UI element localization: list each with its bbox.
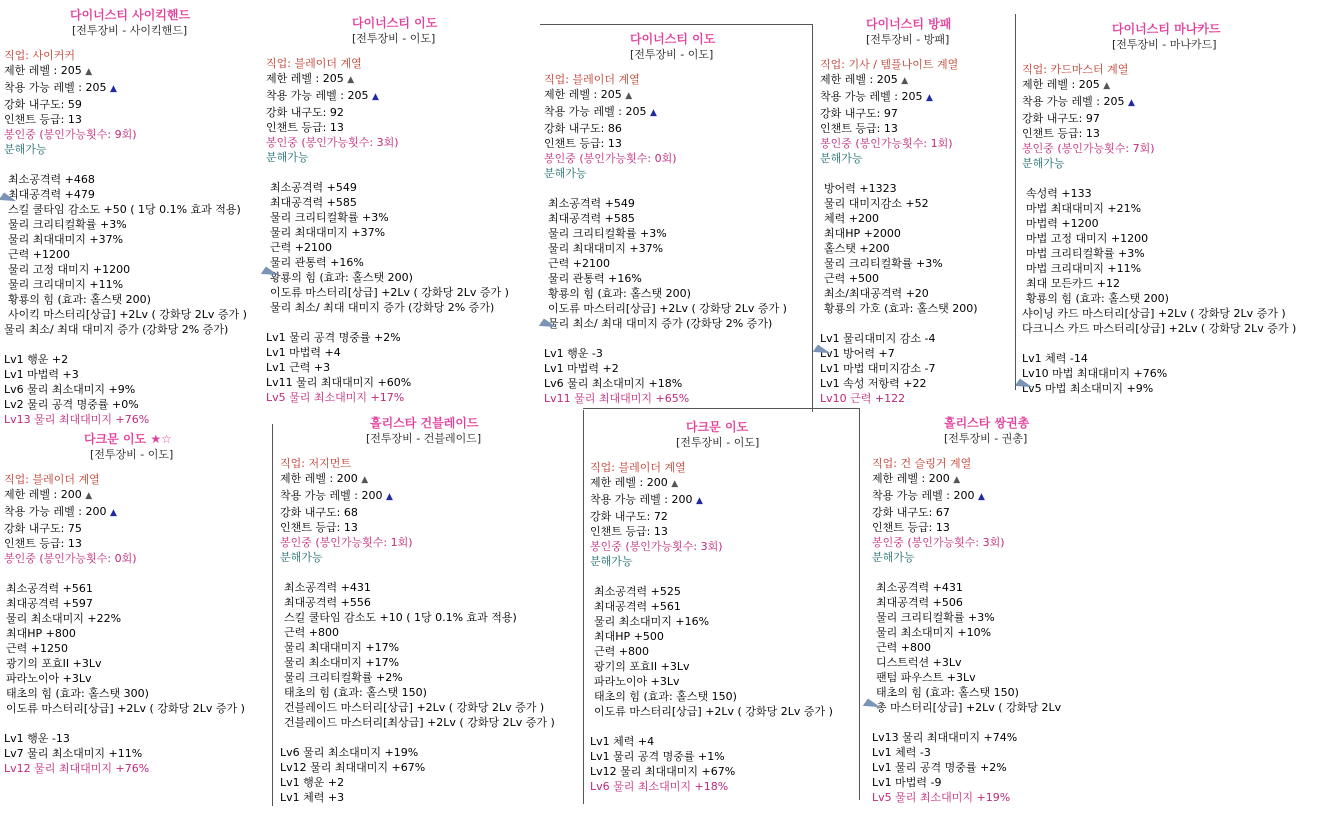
item-wear-level: 착용 가능 레벨 : 205 (4, 81, 107, 94)
item-seal: 봉인중 (봉인가능횟수: 1회) (820, 137, 953, 150)
stat-line: 샤이닝 카드 마스터리[상급] +2Lv ( 강화당 2Lv 증가 ) (1022, 307, 1286, 320)
window-edge (1015, 14, 1016, 390)
item-tooltip-dynasty-manacard (1022, 22, 1340, 396)
item-req-level-row (266, 71, 536, 88)
triangle-up-icon: ▲ (649, 108, 657, 118)
option-line: Lv5 물리 최소대미지 +19% (872, 791, 1011, 804)
item-wear-level-row (266, 88, 536, 105)
stat-line: 최대공격력 +585 (548, 212, 635, 225)
stat-line: 물리 크리티컬확률 +3% (8, 218, 127, 231)
stat-line: 속성력 +133 (1026, 187, 1092, 200)
option-line: Lv12 물리 최대대미지 +76% (4, 762, 150, 775)
window-edge (583, 408, 859, 409)
window-edge (583, 410, 584, 804)
item-tooltip-dynasty-shield (820, 17, 1016, 406)
item-title: 다크문 이도 (686, 420, 749, 434)
stat-line: 이도류 마스터리[상급] +2Lv ( 강화당 2Lv 증가 ) (6, 702, 245, 715)
item-req-level: 제한 레벨 : 200 (280, 472, 358, 485)
option-line: Lv10 마법 최대대미지 +76% (1022, 367, 1168, 380)
triangle-up-icon: ▲ (671, 479, 679, 489)
stat-line: 태초의 힘 (효과: 홀스탯 150) (594, 690, 737, 703)
item-enchant: 인챈트 등급: 13 (4, 537, 82, 550)
stat-line: 물리 최소/ 최대 대미지 증가 (강화당 2% 증가) (270, 301, 495, 314)
stat-line: 체력 +200 (824, 212, 879, 225)
item-subtitle: [전투장비 - 이도] (676, 436, 760, 449)
option-line: Lv1 마법력 +3 (4, 368, 79, 381)
item-durability: 강화 내구도: 75 (4, 522, 82, 535)
item-disassemble: 분해가능 (820, 152, 863, 165)
option-line: Lv10 근력 +122 (820, 392, 906, 405)
stat-line: 최대공격력 +556 (284, 596, 371, 609)
stat-line: 태초의 힘 (효과: 홀스탯 150) (284, 686, 427, 699)
item-req-level: 제한 레벨 : 205 (544, 88, 622, 101)
triangle-up-icon: ▲ (361, 475, 369, 485)
item-durability: 강화 내구도: 59 (4, 98, 82, 111)
window-edge (859, 408, 860, 800)
item-job: 직업: 카드마스터 계열 (1022, 63, 1129, 76)
stat-line: 홀스탯 +200 (824, 242, 890, 255)
item-req-level-row (544, 87, 814, 104)
item-tooltip-holystar-pistols (872, 416, 1172, 805)
item-enchant: 인챈트 등급: 13 (872, 521, 950, 534)
stat-line: 마법 최대대미지 +21% (1026, 202, 1142, 215)
triangle-up-icon: ▲ (953, 475, 961, 485)
stat-line: 물리 최소대미지 +16% (594, 615, 710, 628)
item-disassemble: 분해가능 (544, 167, 587, 180)
option-line: Lv1 물리대미지 감소 -4 (820, 332, 936, 345)
stat-line: 마법력 +1200 (1026, 217, 1099, 230)
item-wear-level-row (544, 104, 814, 121)
item-job: 직업: 저지먼트 (280, 457, 351, 470)
item-seal: 봉인중 (봉인가능횟수: 7회) (1022, 142, 1155, 155)
option-line: Lv7 물리 최소대미지 +11% (4, 747, 143, 760)
item-wear-level: 착용 가능 레벨 : 205 (1022, 95, 1125, 108)
stat-line: 물리 최대대미지 +17% (284, 641, 400, 654)
option-line: Lv1 행운 -3 (544, 347, 603, 360)
option-line: Lv1 체력 -14 (1022, 352, 1088, 365)
triangle-up-icon: ▲ (109, 84, 117, 94)
stat-line: 마법 크리대미지 +11% (1026, 262, 1142, 275)
item-req-level-row (820, 72, 1016, 89)
window-edge (540, 24, 812, 25)
item-tooltip-darkmoon-ido-star (4, 432, 274, 776)
stat-line: 최소/최대공격력 +20 (824, 287, 929, 300)
item-wear-level-row (4, 504, 274, 521)
item-enchant: 인챈트 등급: 13 (280, 521, 358, 534)
item-subtitle: [전투장비 - 이도] (352, 32, 436, 45)
triangle-up-icon: ▲ (1103, 81, 1111, 91)
stat-line: 이도류 마스터리[상급] +2Lv ( 강화당 2Lv 증가 ) (594, 705, 833, 718)
stat-line: 근력 +800 (594, 645, 649, 658)
option-line: Lv11 물리 최대대미지 +65% (544, 392, 690, 405)
item-req-level-row (4, 487, 274, 504)
option-line: Lv1 마법 대미지감소 -7 (820, 362, 936, 375)
item-job: 직업: 블레이더 계열 (266, 57, 362, 70)
stat-line: 물리 최소대미지 +17% (284, 656, 400, 669)
item-subtitle: [전투장비 - 건블레이드] (366, 432, 482, 445)
stat-line: 물리 최대대미지 +37% (548, 242, 664, 255)
stat-line: 물리 크리티컬확률 +3% (824, 257, 943, 270)
item-subtitle: [전투장비 - 방패] (866, 33, 950, 46)
triangle-up-icon: ▲ (925, 93, 933, 103)
stat-line: 디스트럭션 +3Lv (876, 656, 962, 669)
triangle-up-icon: ▲ (85, 67, 93, 77)
item-tooltip-darkmoon-ido (590, 420, 860, 794)
item-enchant: 인챈트 등급: 13 (4, 113, 82, 126)
stat-line: 최대 모든카드 +12 (1026, 277, 1120, 290)
option-line: Lv1 체력 +3 (280, 791, 345, 804)
stat-line: 물리 크리티컬확률 +3% (876, 611, 995, 624)
stat-line: 물리 고정 대미지 +1200 (8, 263, 131, 276)
option-line: Lv6 물리 최소대미지 +18% (544, 377, 683, 390)
item-title: 다크문 이도 ★☆ (84, 432, 172, 446)
stat-line: 물리 크리대미지 +11% (8, 278, 124, 291)
item-title: 다이너스티 이도 (630, 32, 716, 46)
item-wear-level-row (872, 488, 1172, 505)
stat-line: 마법 고정 대미지 +1200 (1026, 232, 1149, 245)
stat-line: 건블레이드 마스터리[상급] +2Lv ( 강화당 2Lv 증가 ) (284, 701, 545, 714)
item-enchant: 인챈트 등급: 13 (266, 121, 344, 134)
stat-line: 물리 관통력 +16% (270, 256, 364, 269)
item-req-level-row (280, 471, 580, 488)
stat-line: 방어력 +1323 (824, 182, 897, 195)
triangle-up-icon: ▲ (695, 496, 703, 506)
option-line: Lv1 속성 저항력 +22 (820, 377, 927, 390)
item-subtitle: [전투장비 - 이도] (90, 448, 174, 461)
stat-line: 최대공격력 +597 (6, 597, 93, 610)
item-subtitle: [전투장비 - 권총] (944, 432, 1028, 445)
stat-line: 물리 최대대미지 +37% (8, 233, 124, 246)
option-line: Lv5 마법 최소대미지 +9% (1022, 382, 1154, 395)
item-disassemble: 분해가능 (4, 143, 47, 156)
option-line: Lv6 물리 최소대미지 +18% (590, 780, 729, 793)
stat-line: 근력 +800 (876, 641, 931, 654)
stat-line: 최대공격력 +585 (270, 196, 357, 209)
item-seal: 봉인중 (봉인가능횟수: 1회) (280, 536, 413, 549)
item-durability: 강화 내구도: 97 (820, 107, 898, 120)
option-line: Lv1 마법력 -9 (872, 776, 942, 789)
stat-line: 물리 크리티컬확률 +2% (284, 671, 403, 684)
item-enchant: 인챈트 등급: 13 (1022, 127, 1100, 140)
window-edge (812, 24, 813, 412)
item-title: 홀리스타 쌍권총 (944, 416, 1030, 430)
item-disassemble: 분해가능 (872, 551, 915, 564)
item-seal: 봉인중 (봉인가능횟수: 3회) (266, 136, 399, 149)
item-tooltip-holystar-gunblade (280, 416, 580, 805)
item-tooltip-dynasty-ido-2 (544, 32, 814, 406)
option-line: Lv12 물리 최대대미지 +67% (590, 765, 736, 778)
stat-line: 최소공격력 +468 (8, 173, 95, 186)
option-line: Lv13 물리 최대대미지 +74% (872, 731, 1018, 744)
stat-line: 태초의 힘 (효과: 홀스탯 300) (6, 687, 149, 700)
item-wear-level: 착용 가능 레벨 : 200 (590, 493, 693, 506)
item-wear-level-row (280, 488, 580, 505)
item-disassemble: 분해가능 (280, 551, 323, 564)
stat-line: 근력 +2100 (270, 241, 332, 254)
stat-line: 황룡의 가호 (효과: 홀스탯 200) (824, 302, 978, 315)
item-wear-level-row (590, 492, 860, 509)
stat-line: 황룡의 힘 (효과: 홀스탯 200) (548, 287, 691, 300)
triangle-up-icon: ▲ (901, 76, 909, 86)
item-req-level: 제한 레벨 : 205 (266, 72, 344, 85)
item-wear-level-row (820, 89, 1016, 106)
option-line: Lv13 물리 최대대미지 +76% (4, 413, 150, 426)
stat-line: 물리 최소/ 최대 대미지 증가 (강화당 2% 증가) (4, 323, 229, 336)
stat-line: 광기의 포효II +3Lv (594, 660, 690, 673)
stat-line: 근력 +1250 (6, 642, 68, 655)
item-disassemble: 분해가능 (590, 555, 633, 568)
item-wear-level: 착용 가능 레벨 : 205 (544, 105, 647, 118)
stat-line: 팬텀 파우스트 +3Lv (876, 671, 976, 684)
item-durability: 강화 내구도: 92 (266, 106, 344, 119)
option-line: Lv1 체력 -3 (872, 746, 931, 759)
option-line: Lv1 체력 +4 (590, 735, 655, 748)
stat-line: 파라노이아 +3Lv (594, 675, 680, 688)
item-req-level: 제한 레벨 : 205 (820, 73, 898, 86)
item-job: 직업: 사이커커 (4, 49, 75, 62)
option-line: Lv1 물리 공격 명중률 +2% (872, 761, 1007, 774)
item-subtitle: [전투장비 - 이도] (630, 48, 714, 61)
stat-line: 최소공격력 +549 (270, 181, 357, 194)
stat-line: 근력 +800 (284, 626, 339, 639)
stat-line: 광기의 포효II +3Lv (6, 657, 102, 670)
item-seal: 봉인중 (봉인가능횟수: 0회) (4, 552, 137, 565)
stat-line: 마법 크리티컬확률 +3% (1026, 247, 1145, 260)
item-disassemble: 분해가능 (266, 151, 309, 164)
item-seal: 봉인중 (봉인가능횟수: 3회) (872, 536, 1005, 549)
item-durability: 강화 내구도: 97 (1022, 112, 1100, 125)
item-durability: 강화 내구도: 72 (590, 510, 668, 523)
window-edge (272, 424, 273, 806)
item-req-level: 제한 레벨 : 205 (4, 64, 82, 77)
stat-line: 최소공격력 +525 (594, 585, 681, 598)
option-line: Lv11 물리 최대대미지 +60% (266, 376, 412, 389)
option-line: Lv1 마법력 +4 (266, 346, 341, 359)
item-title: 다이너스티 사이킥핸드 (70, 8, 191, 22)
option-line: Lv5 물리 최소대미지 +17% (266, 391, 405, 404)
item-title: 다이너스티 이도 (352, 16, 438, 30)
item-durability: 강화 내구도: 67 (872, 506, 950, 519)
stat-line: 물리 관통력 +16% (548, 272, 642, 285)
stat-line: 최소공격력 +561 (6, 582, 93, 595)
item-req-level: 제한 레벨 : 200 (4, 488, 82, 501)
item-wear-level: 착용 가능 레벨 : 200 (872, 489, 975, 502)
item-req-level: 제한 레벨 : 200 (872, 472, 950, 485)
triangle-up-icon: ▲ (1127, 98, 1135, 108)
item-wear-level-row (4, 80, 274, 97)
item-title: 다이너스티 마나카드 (1112, 22, 1221, 36)
option-line: Lv1 행운 -13 (4, 732, 70, 745)
triangle-up-icon: ▲ (109, 508, 117, 518)
stat-line: 최소공격력 +549 (548, 197, 635, 210)
stat-line: 최소공격력 +431 (876, 581, 963, 594)
item-seal: 봉인중 (봉인가능횟수: 0회) (544, 152, 677, 165)
item-tooltip-psychic-hand (4, 8, 274, 427)
stat-line: 근력 +2100 (548, 257, 610, 270)
stat-line: 물리 크리티컬확률 +3% (548, 227, 667, 240)
item-title: 다이너스티 방패 (866, 17, 952, 31)
item-job: 직업: 건 슬링거 계열 (872, 457, 972, 470)
option-line: Lv1 근력 +3 (266, 361, 331, 374)
option-line: Lv1 행운 +2 (280, 776, 345, 789)
stat-line: 건블레이드 마스터리[최상급] +2Lv ( 강화당 2Lv 증가 ) (284, 716, 555, 729)
stat-line: 황룡의 힘 (효과: 홀스탯 200) (270, 271, 413, 284)
stat-line: 물리 크리티컬확률 +3% (270, 211, 389, 224)
option-line: Lv6 물리 최소대미지 +19% (280, 746, 419, 759)
item-job: 직업: 블레이더 계열 (4, 473, 100, 486)
stat-line: 최대HP +800 (6, 627, 76, 640)
triangle-up-icon: ▲ (371, 92, 379, 102)
item-enchant: 인챈트 등급: 13 (820, 122, 898, 135)
item-req-level-row (1022, 77, 1340, 94)
stat-line: 최소공격력 +431 (284, 581, 371, 594)
stat-line: 최대HP +500 (594, 630, 664, 643)
item-job: 직업: 블레이더 계열 (544, 73, 640, 86)
option-line: Lv1 마법력 +2 (544, 362, 619, 375)
stat-line: 태초의 힘 (효과: 홀스탯 150) (876, 686, 1019, 699)
item-wear-level-row (1022, 94, 1340, 111)
item-wear-level: 착용 가능 레벨 : 200 (280, 489, 383, 502)
stat-line: 스킬 쿨타임 감소도 +10 ( 1당 0.1% 효과 적용) (284, 611, 517, 624)
stat-line: 파라노이아 +3Lv (6, 672, 92, 685)
stat-line: 물리 대미지감소 +52 (824, 197, 929, 210)
triangle-up-icon: ▲ (85, 491, 93, 501)
stat-line: 물리 최대대미지 +37% (270, 226, 386, 239)
stat-line: 이도류 마스터리[상급] +2Lv ( 강화당 2Lv 증가 ) (548, 302, 787, 315)
item-subtitle: [전투장비 - 사이킥핸드] (72, 24, 188, 37)
option-line: Lv1 물리 공격 명중률 +2% (266, 331, 401, 344)
triangle-up-icon: ▲ (625, 91, 633, 101)
triangle-up-icon: ▲ (385, 492, 393, 502)
stat-line: 총 마스터리[상급] +2Lv ( 강화당 2Lv (876, 701, 1062, 714)
item-tooltip-dynasty-ido-1 (266, 16, 536, 405)
stat-line: 스킬 쿨타임 감소도 +50 ( 1당 0.1% 효과 적용) (8, 203, 241, 216)
item-disassemble: 분해가능 (1022, 157, 1065, 170)
stat-line: 근력 +500 (824, 272, 879, 285)
item-job: 직업: 블레이더 계열 (590, 461, 686, 474)
stat-line: 이도류 마스터리[상급] +2Lv ( 강화당 2Lv 증가 ) (270, 286, 509, 299)
stat-line: 황룡의 힘 (효과: 홀스탯 200) (1026, 292, 1169, 305)
item-req-level-row (872, 471, 1172, 488)
item-wear-level: 착용 가능 레벨 : 200 (4, 505, 107, 518)
option-line: Lv1 행운 +2 (4, 353, 69, 366)
item-durability: 강화 내구도: 86 (544, 122, 622, 135)
stat-line: 물리 최소/ 최대 대미지 증가 (강화당 2% 증가) (548, 317, 773, 330)
item-job: 직업: 기사 / 템플나이트 계열 (820, 58, 959, 71)
item-req-level-row (4, 63, 274, 80)
option-line: Lv2 물리 공격 명중률 +0% (4, 398, 139, 411)
option-line: Lv1 방어력 +7 (820, 347, 895, 360)
stat-line: 최대HP +2000 (824, 227, 901, 240)
triangle-up-icon: ▲ (347, 75, 355, 85)
item-enchant: 인챈트 등급: 13 (544, 137, 622, 150)
item-title: 홀리스타 건블레이드 (370, 416, 479, 430)
item-enchant: 인챈트 등급: 13 (590, 525, 668, 538)
stat-line: 최대공격력 +561 (594, 600, 681, 613)
option-line: Lv6 물리 최소대미지 +9% (4, 383, 136, 396)
stat-line: 물리 최소대미지 +22% (6, 612, 122, 625)
option-line: Lv1 물리 공격 명중률 +1% (590, 750, 725, 763)
stat-line: 황룡의 힘 (효과: 홀스탯 200) (8, 293, 151, 306)
item-wear-level: 착용 가능 레벨 : 205 (820, 90, 923, 103)
item-req-level: 제한 레벨 : 205 (1022, 78, 1100, 91)
item-subtitle: [전투장비 - 마나카드] (1112, 38, 1217, 51)
item-seal: 봉인중 (봉인가능횟수: 3회) (590, 540, 723, 553)
triangle-up-icon: ▲ (977, 492, 985, 502)
item-durability: 강화 내구도: 68 (280, 506, 358, 519)
stat-line: 다크니스 카드 마스터리[상급] +2Lv ( 강화당 2Lv 증가 ) (1022, 322, 1297, 335)
item-wear-level: 착용 가능 레벨 : 205 (266, 89, 369, 102)
option-line: Lv12 물리 최대대미지 +67% (280, 761, 426, 774)
item-req-level-row (590, 475, 860, 492)
stat-line: 물리 최소대미지 +10% (876, 626, 992, 639)
stat-line: 최대공격력 +479 (8, 188, 95, 201)
stat-line: 사이킥 마스터리[상급] +2Lv ( 강화당 2Lv 증가 ) (8, 308, 247, 321)
item-req-level: 제한 레벨 : 200 (590, 476, 668, 489)
stat-line: 근력 +1200 (8, 248, 70, 261)
stat-line: 최대공격력 +506 (876, 596, 963, 609)
item-seal: 봉인중 (봉인가능횟수: 9회) (4, 128, 137, 141)
